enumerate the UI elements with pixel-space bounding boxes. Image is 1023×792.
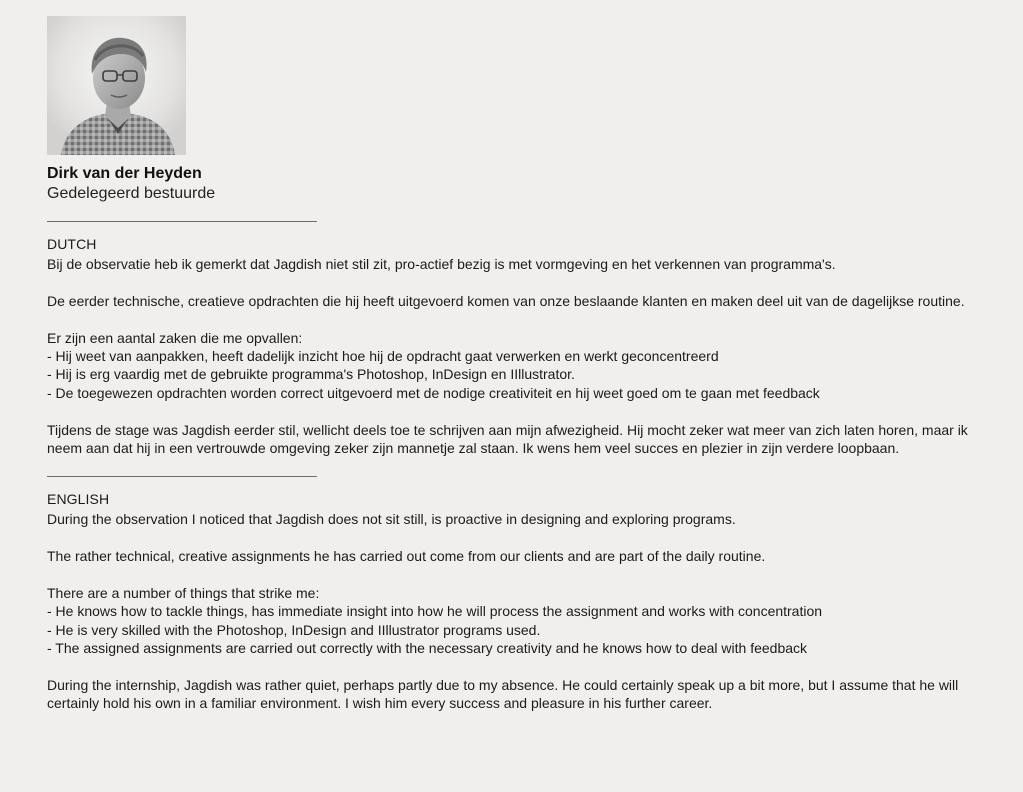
- person-name: Dirk van der Heyden: [47, 165, 202, 182]
- english-list-item: - He is very skilled with the Photoshop, InDesign and IIllustrator programs used.: [47, 621, 541, 638]
- dutch-paragraph-3: [47, 329, 997, 403]
- dutch-list-item: - Hij is erg vaardig met de gebruikte programma's Photoshop, InDesign en IIllustrator.: [47, 366, 575, 383]
- dutch-paragraph-2: De eerder technische, creatieve opdrachten die hij heeft uitgevoerd komen van onze beslaande klanten en maken deel uit van de dagelijkse routine.: [47, 292, 965, 309]
- dutch-list-item: - Hij weet van aanpakken, heeft dadelijk inzicht hoe hij de opdracht gaat verwerken en werkt geconcentreerd: [47, 348, 719, 364]
- english-heading: ENGLISH: [47, 491, 110, 508]
- reference-letter: [47, 16, 997, 713]
- dutch-paragraph-4: Tijdens de stage was Jagdish eerder stil, wellicht deels toe te schrijven aan mijn afwezigheid. Hij mocht zeker wat meer van zich laten horen, maar ik neem aan dat hij in een vertrouwde omgeving zeker zijn mannetje zal staan. Ik wens hem veel succes en plezier in zijn verdere loopbaan.: [47, 421, 968, 457]
- section-divider: [47, 476, 317, 477]
- dutch-list-item: - De toegewezen opdrachten worden correct uitgevoerd met de nodige creativiteit en hij weet goed om te gaan met feedback: [47, 384, 820, 401]
- english-list-item: - He knows how to tackle things, has immediate insight into how he will process the assignment and works with concentration: [47, 603, 823, 620]
- english-paragraph-1: During the observation I noticed that Jagdish does not sit still, is proactive in designing and exploring programs.: [47, 511, 736, 528]
- person-role: Gedelegeerd bestuurde: [47, 185, 216, 202]
- section-divider: [47, 221, 317, 222]
- dutch-paragraph-1: Bij de observatie heb ik gemerkt dat Jagdish niet stil zit, pro-actief bezig is met vormgeving en het verkennen van programma's.: [47, 256, 836, 272]
- english-paragraph-4: During the internship, Jagdish was rather quiet, perhaps partly due to my absence. He could certainly speak up a bit more, but I assume that he will certainly hold his own in a familiar environment. I wish him every success and pleasure in his further career.: [47, 677, 959, 712]
- portrait-photo: [47, 16, 186, 155]
- dutch-heading: DUTCH: [47, 236, 97, 252]
- english-list-item: - The assigned assignments are carried out correctly with the necessary creativity and he knows how to deal with feedback: [47, 640, 808, 657]
- english-paragraph-2: The rather technical, creative assignments he has carried out come from our clients and are part of the daily routine.: [47, 548, 766, 565]
- english-paragraph-3: [47, 584, 997, 658]
- english-list-intro: There are a number of things that strike me:: [47, 585, 320, 602]
- dutch-list-intro: Er zijn een aantal zaken die me opvallen:: [47, 329, 303, 346]
